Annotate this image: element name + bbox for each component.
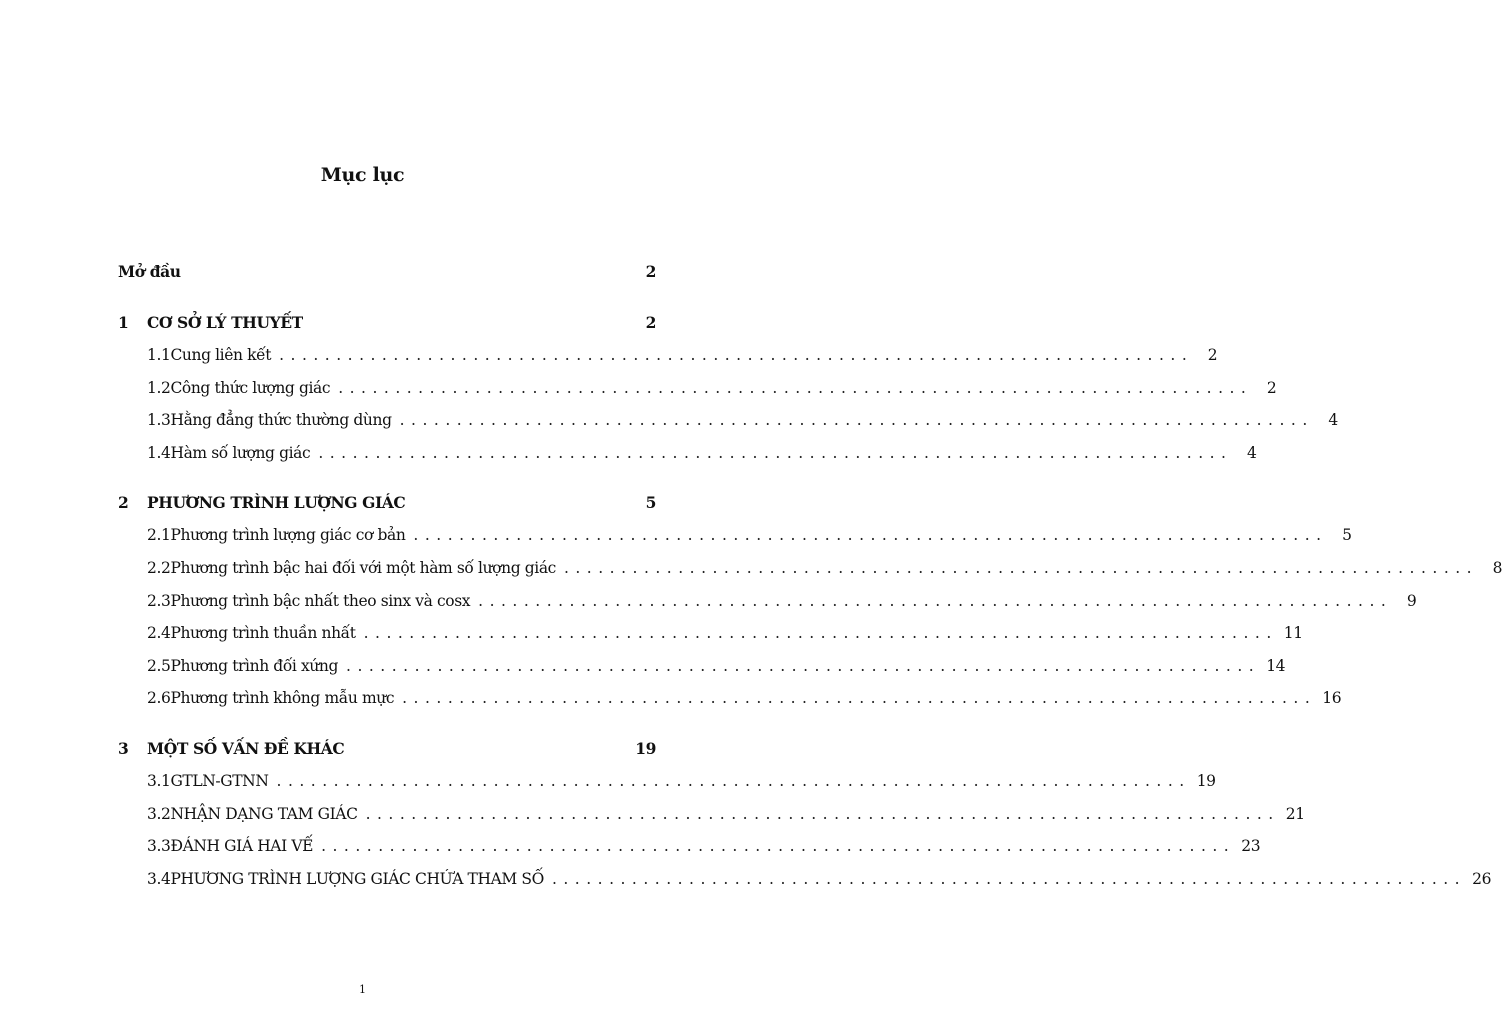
toc-page-ref: 4	[1247, 443, 1257, 462]
toc-page-ref: 4	[1328, 411, 1338, 430]
section-number: 3.1	[147, 771, 171, 790]
chapter-gap	[118, 476, 656, 493]
chapter-title: PHƯƠNG TRÌNH LƯỢNG GIÁC	[147, 493, 406, 513]
toc-section-1-3[interactable]	[118, 411, 1338, 439]
section-title: Công thức lượng giác	[170, 378, 331, 397]
section-title: Cung liên kết	[170, 346, 272, 364]
toc-section-1-4[interactable]	[118, 443, 1257, 472]
toc-section-3-3[interactable]	[118, 837, 1261, 865]
section-title: Phương trình lượng giác cơ bản	[170, 526, 406, 545]
dot-leader: ................................................................................	[318, 443, 1233, 462]
toc-section-2-1[interactable]	[118, 526, 1352, 554]
dot-leader: ................................................................................	[338, 378, 1253, 397]
toc-section-3-4[interactable]	[118, 869, 1492, 898]
toc-chapter-1[interactable]	[118, 313, 656, 341]
section-title: Phương trình bậc hai đối với một hàm số lượng giác	[170, 558, 556, 577]
dot-leader: ................................................................................	[363, 624, 1278, 643]
chapter-number: 3	[118, 738, 129, 758]
section-number: 3.3	[147, 837, 171, 856]
section-number: 1.3	[147, 411, 171, 430]
toc-section-2-2[interactable]	[118, 558, 1502, 587]
toc-section-1-1[interactable]	[118, 346, 1218, 374]
section-title: Hàm số lượng giác	[170, 443, 311, 462]
section-title: PHƯƠNG TRÌNH LƯỢNG GIÁC CHỨA THAM SỐ	[170, 869, 544, 888]
section-number: 2.3	[147, 591, 171, 610]
toc-page-ref: 5	[645, 493, 656, 513]
dot-leader: ................................................................................	[321, 837, 1236, 856]
table-of-contents	[118, 262, 1502, 902]
dot-leader: ................................................................................	[346, 656, 1261, 675]
dot-leader: ................................................................................	[402, 689, 1317, 708]
toc-page-ref: 14	[1266, 656, 1286, 675]
section-title: Hằng đẳng thức thường dùng	[170, 411, 392, 430]
section-title: Phương trình bậc nhất theo sinx và cosx	[170, 591, 471, 610]
section-title: Phương trình không mẫu mực	[170, 689, 395, 708]
section-title: ĐÁNH GIÁ HAI VẾ	[170, 837, 314, 856]
toc-section-1-2[interactable]	[118, 378, 1277, 407]
chapter-title: CƠ SỞ LÝ THUYẾT	[147, 313, 303, 332]
section-number: 2.1	[147, 526, 171, 545]
dot-leader: ................................................................................	[365, 804, 1280, 823]
toc-page-ref: 2	[645, 262, 656, 281]
toc-page-ref: 16	[1322, 689, 1342, 708]
toc-page-ref: 8	[1492, 558, 1502, 577]
chapter-gap	[118, 722, 656, 739]
toc-page-ref: 2	[1266, 378, 1277, 397]
toc-page-ref: 5	[1342, 526, 1352, 545]
dot-leader: ................................................................................	[399, 411, 1314, 430]
toc-page-ref: 23	[1241, 837, 1261, 856]
toc-page-ref: 2	[645, 313, 656, 332]
section-number: 1.2	[147, 378, 171, 397]
page-number: 1	[359, 983, 366, 996]
chapter-number: 1	[118, 313, 129, 332]
section-number: 2.4	[147, 624, 171, 643]
section-number: 2.2	[147, 558, 171, 577]
toc-page-ref: 26	[1472, 869, 1492, 888]
toc-title: Mục lục	[320, 164, 405, 186]
toc-chapter-2[interactable]	[118, 493, 656, 521]
section-title: NHẬN DẠNG TAM GIÁC	[170, 804, 358, 823]
section-number: 1.4	[147, 443, 171, 462]
toc-section-2-6[interactable]	[118, 689, 1342, 717]
chapter-title: MỘT SỐ VẤN ĐỀ KHÁC	[147, 738, 345, 758]
toc-section-2-3[interactable]	[118, 591, 1417, 620]
toc-page-ref: 21	[1285, 804, 1305, 823]
toc-section-2-5[interactable]	[118, 656, 1286, 685]
section-number: 3.2	[147, 804, 171, 823]
section-number: 2.5	[147, 656, 171, 675]
toc-page-ref: 11	[1283, 624, 1303, 643]
chapter-number: 2	[118, 493, 129, 513]
toc-section-2-4[interactable]	[118, 624, 1303, 652]
toc-page-ref: 2	[1207, 346, 1218, 364]
toc-entry-label: Mở đầu	[118, 262, 181, 281]
section-number: 1.1	[147, 346, 171, 364]
section-number: 3.4	[147, 869, 171, 888]
toc-page-ref: 19	[635, 738, 656, 758]
dot-leader: ................................................................................	[551, 869, 1467, 888]
section-title: GTLN-GTNN	[170, 771, 269, 790]
toc-chapter-3[interactable]	[118, 739, 656, 767]
toc-page-ref: 19	[1196, 771, 1216, 790]
toc-page-ref: 9	[1406, 591, 1417, 610]
toc-entry-introduction[interactable]	[118, 262, 656, 290]
dot-leader: ................................................................................	[563, 558, 1479, 577]
toc-section-3-1[interactable]	[118, 771, 1216, 800]
section-title: Phương trình thuần nhất	[170, 624, 356, 643]
dot-leader: ................................................................................	[413, 526, 1328, 545]
dot-leader: ................................................................................	[279, 346, 1194, 364]
toc-section-3-2[interactable]	[118, 804, 1305, 833]
dot-leader: ................................................................................	[276, 771, 1191, 790]
section-title: Phương trình đối xứng	[170, 656, 339, 675]
dot-leader: ................................................................................	[478, 591, 1393, 610]
section-number: 2.6	[147, 689, 171, 708]
